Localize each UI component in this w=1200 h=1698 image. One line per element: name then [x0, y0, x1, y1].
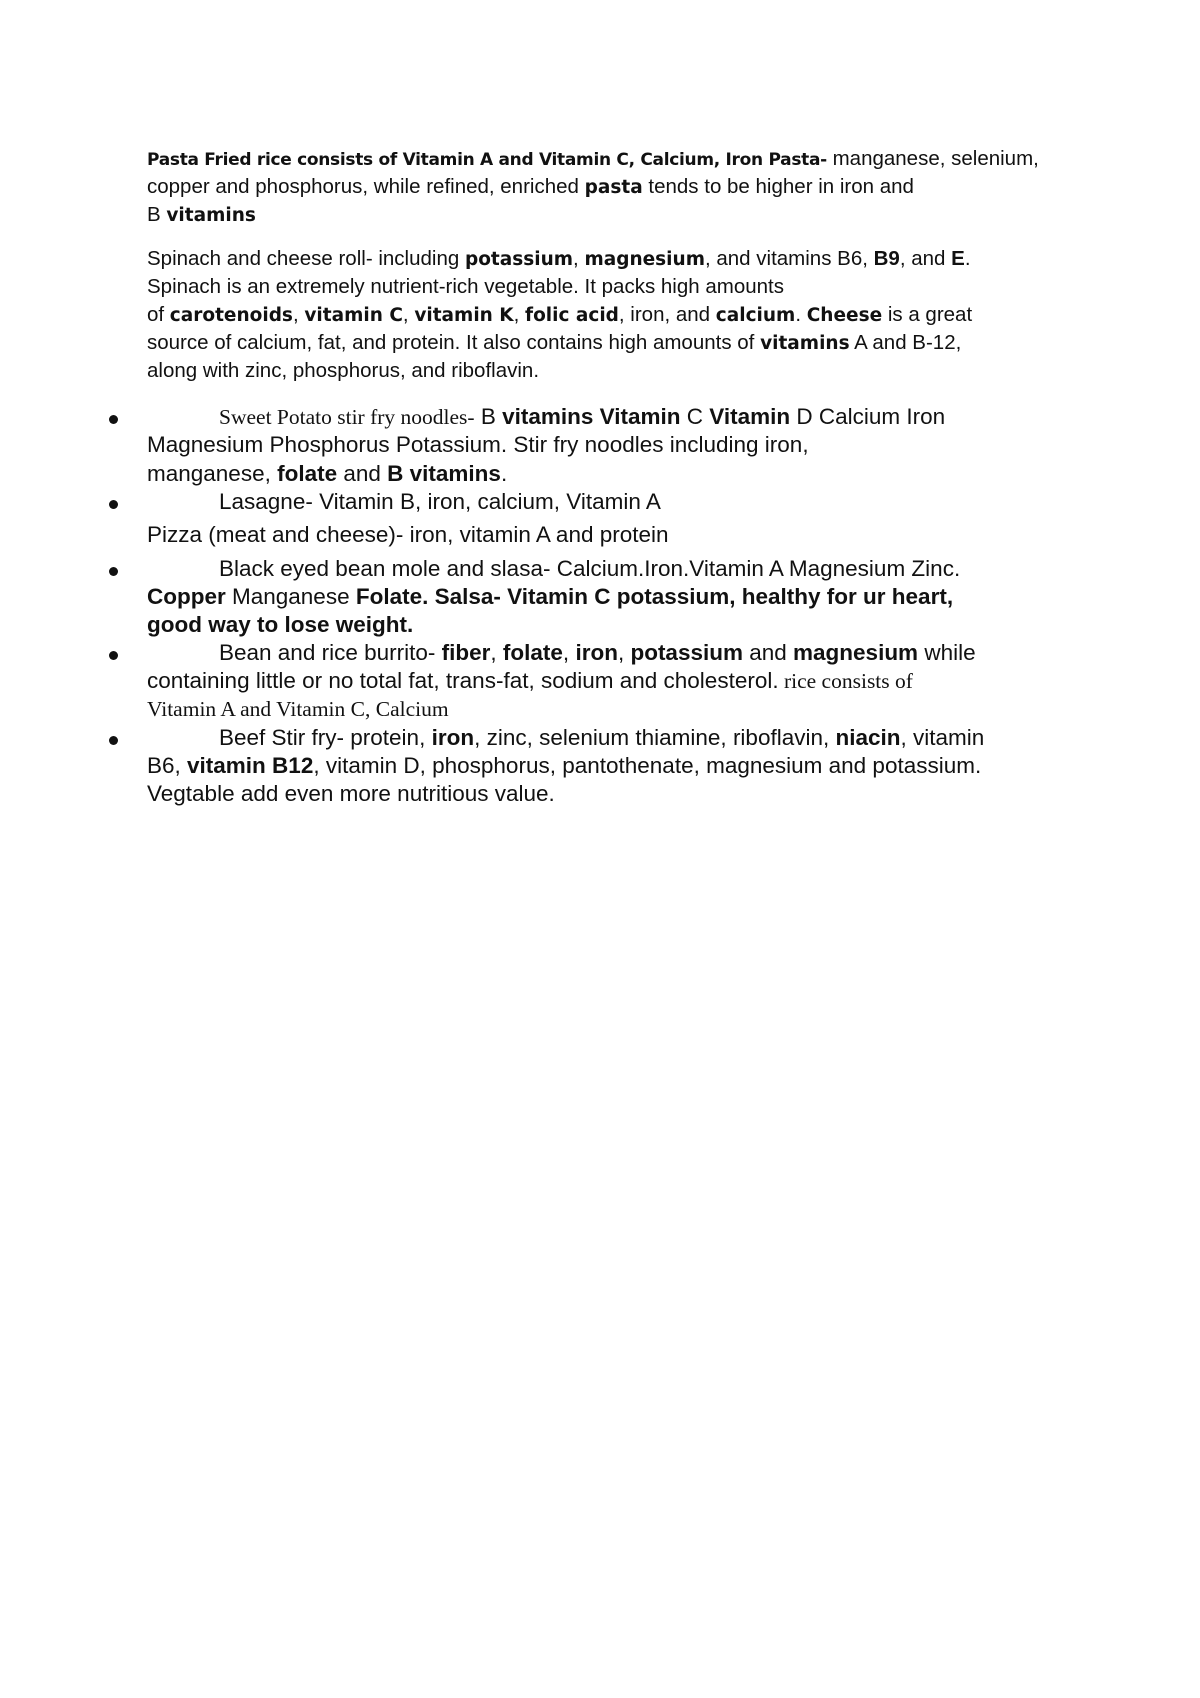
list-item-continuation: Magnesium Phosphorus Potassium. Stir fry noodles including iron, — [147, 432, 809, 457]
bullet-icon — [109, 415, 118, 424]
para-pasta-line-1: Pasta Fried rice consists of Vitamin A and Vitamin C, Calcium, Iron Pasta- manganese, selenium, — [147, 147, 1039, 170]
list-item: Lasagne- Vitamin B, iron, calcium, Vitamin A — [147, 489, 661, 515]
list-item: Bean and rice burrito- fiber, folate, iron, potassium and magnesium while — [147, 640, 976, 666]
para-spinach-line-2: Spinach is an extremely nutrient-rich vegetable. It packs high amounts — [147, 275, 784, 298]
para-spinach-line-4: source of calcium, fat, and protein. It also contains high amounts of vitamins A and B-12, — [147, 331, 962, 354]
bullet-icon — [109, 567, 118, 576]
para-pasta-line-2: copper and phosphorus, while refined, enriched pasta tends to be higher in iron and — [147, 175, 914, 198]
list-item-continuation: Vegtable add even more nutritious value. — [147, 781, 555, 806]
list-item-continuation: B6, vitamin B12, vitamin D, phosphorus, pantothenate, magnesium and potassium. — [147, 753, 982, 778]
list-item: Sweet Potato stir fry noodles- B vitamins Vitamin C Vitamin D Calcium Iron — [147, 404, 945, 430]
list-item: Beef Stir fry- protein, iron, zinc, selenium thiamine, riboflavin, niacin, vitamin — [147, 725, 984, 751]
list-item-continuation: containing little or no total fat, trans-fat, sodium and cholesterol. rice consists of — [147, 668, 913, 693]
bullet-icon — [109, 500, 118, 509]
bullet-icon — [109, 736, 118, 745]
list-item-continuation: manganese, folate and B vitamins. — [147, 461, 508, 486]
list-item-continuation: Vitamin A and Vitamin C, Calcium — [147, 697, 449, 721]
list-item: Black eyed bean mole and slasa- Calcium.Iron.Vitamin A Magnesium Zinc. — [147, 556, 960, 582]
bullet-icon — [109, 651, 118, 660]
para-spinach-line-3: of carotenoids, vitamin C, vitamin K, folic acid, iron, and calcium. Cheese is a great — [147, 303, 973, 326]
list-item-continuation: Pizza (meat and cheese)- iron, vitamin A and protein — [147, 522, 669, 547]
para-pasta-line-3: B vitamins — [147, 203, 256, 226]
para-spinach-line-1: Spinach and cheese roll- including potassium, magnesium, and vitamins B6, B9, and E. — [147, 247, 971, 270]
list-item-continuation: Copper Manganese Folate. Salsa- Vitamin C potassium, healthy for ur heart, — [147, 584, 954, 609]
list-item-continuation: good way to lose weight. — [147, 612, 414, 637]
pasta-heading-text: Pasta Fried rice consists of Vitamin A and Vitamin C, Calcium, Iron Pasta- — [147, 150, 827, 170]
para-spinach-line-5: along with zinc, phosphorus, and riboflavin. — [147, 359, 540, 382]
